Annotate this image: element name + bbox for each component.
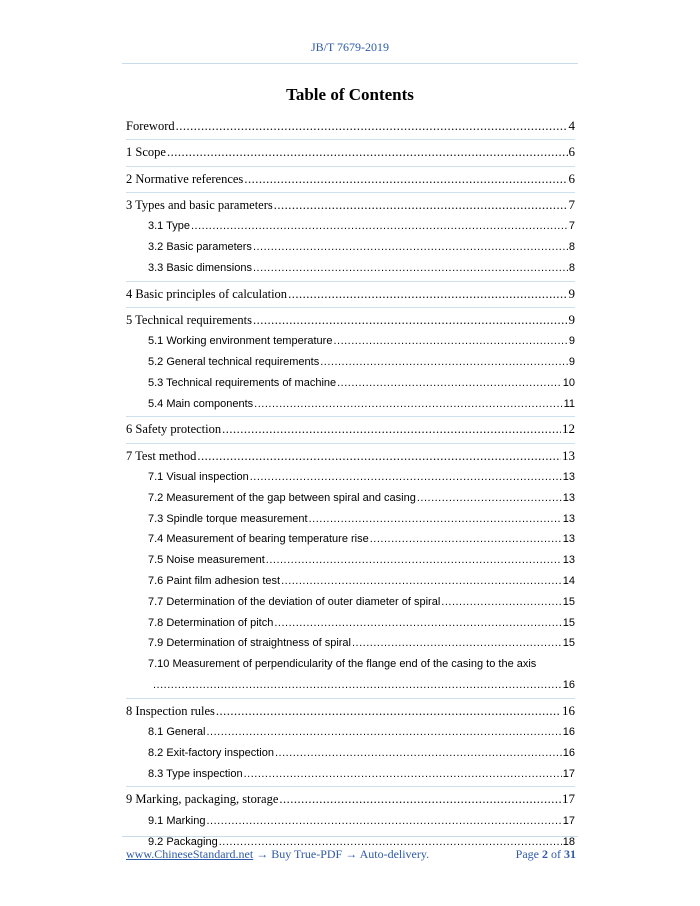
total-pages: 31 <box>564 847 576 861</box>
toc-subentry[interactable] <box>126 633 575 654</box>
toc-entry[interactable] <box>126 417 575 440</box>
website-link[interactable]: www.ChineseStandard.net <box>126 847 254 861</box>
toc-entry-label: 7.9 Determination of straightness of spiral <box>148 637 351 650</box>
toc-entry[interactable] <box>126 699 575 722</box>
toc-entry-label: 3.3 Basic dimensions <box>148 261 252 274</box>
toc-leader-dots <box>176 115 568 137</box>
toc-page-number: 6 <box>568 170 575 186</box>
toc-leader-dots <box>222 418 561 440</box>
toc-leader-dots <box>244 764 562 785</box>
toc-entry-label: 8.1 General <box>148 726 206 739</box>
toc-leader-dots <box>253 237 568 258</box>
toc-entry-label: 9.1 Marking <box>148 814 206 827</box>
toc-page-number: 13 <box>562 554 575 567</box>
toc-leader-dots <box>250 467 562 488</box>
toc-leader-dots <box>337 373 562 394</box>
toc-entry-label: 7.2 Measurement of the gap between spiral and casing <box>148 491 416 504</box>
toc-page-number: 16 <box>562 746 575 759</box>
toc-leader-dots <box>253 258 568 279</box>
current-page: 2 <box>542 847 548 861</box>
toc-subentry[interactable] <box>126 394 575 415</box>
toc-leader-dots <box>206 722 561 743</box>
toc-page-number: 8 <box>568 261 575 274</box>
toc-page-number: 9 <box>568 311 575 327</box>
toc-entry-label: 7.5 Noise measurement <box>148 554 265 567</box>
toc-page-number: 9 <box>568 285 575 301</box>
toc-leader-dots <box>320 352 568 373</box>
toc-entry-label: 5.4 Main components <box>148 397 254 410</box>
toc-subentry[interactable] <box>126 331 575 352</box>
toc-entry-label: 3 Types and basic parameters <box>126 197 273 212</box>
toc-entry-label: 6 Safety protection <box>126 422 222 437</box>
toc-entry-label: 8 Inspection rules <box>126 703 215 718</box>
toc-page-number: 17 <box>562 814 575 827</box>
toc-subentry[interactable] <box>126 352 575 373</box>
toc-page-number: 13 <box>562 491 575 504</box>
document-code-header: JB/T 7679-2019 <box>310 40 390 54</box>
toc-entry-label: 5 Technical requirements <box>126 312 252 327</box>
header-divider <box>122 63 578 64</box>
toc-page-number: 16 <box>562 726 575 739</box>
toc-leader-dots <box>370 529 562 550</box>
toc-leader-dots <box>441 592 561 613</box>
footer-divider <box>122 836 578 837</box>
toc-page-number: 7 <box>568 196 575 212</box>
toc-page-number: 7 <box>568 220 575 233</box>
footer-tagline: → Buy True-PDF → Auto-delivery. <box>253 847 430 861</box>
page-footer <box>126 847 576 862</box>
toc-entry[interactable] <box>126 282 575 305</box>
toc-subentry[interactable] <box>126 237 575 258</box>
toc-entry-label: 5.3 Technical requirements of machine <box>148 376 337 389</box>
toc-entry[interactable] <box>126 114 575 137</box>
toc-page-number: 15 <box>562 637 575 650</box>
toc-entry-label: 3.1 Type <box>148 220 190 233</box>
toc-page-number: 15 <box>562 595 575 608</box>
toc-page-number: 6 <box>568 144 575 160</box>
toc-entry-continuation[interactable] <box>148 675 575 696</box>
toc-entry-label: 1 Scope <box>126 145 166 160</box>
toc-page-number: 14 <box>562 574 575 587</box>
toc-page-number: 9 <box>568 355 575 368</box>
toc-leader-dots <box>216 700 561 722</box>
toc-subentry[interactable] <box>126 550 575 571</box>
toc-leader-dots <box>244 168 567 190</box>
toc-page-number: 4 <box>568 118 575 133</box>
toc-entry-label: 7.10 Measurement of perpendicularity of the flange end of the casing to the axis <box>148 658 537 671</box>
toc-subentry[interactable] <box>126 613 575 634</box>
toc-entry-label: 9 Marking, packaging, storage <box>126 792 279 807</box>
toc-page-number: 17 <box>562 791 575 807</box>
table-of-contents <box>126 114 575 852</box>
toc-subentry[interactable] <box>126 373 575 394</box>
toc-subentry[interactable] <box>126 811 575 832</box>
toc-page-number: 12 <box>562 421 575 437</box>
toc-entry-label: 8.3 Type inspection <box>148 767 243 780</box>
toc-entry[interactable] <box>126 444 575 467</box>
toc-leader-dots <box>309 509 562 530</box>
toc-subentry[interactable] <box>126 722 575 743</box>
toc-page-number: 13 <box>562 512 575 525</box>
toc-page-number: 11 <box>563 397 575 410</box>
toc-entry-label: 7.3 Spindle torque measurement <box>148 512 308 525</box>
toc-subentry[interactable] <box>126 743 575 764</box>
toc-page-number: 10 <box>562 376 575 389</box>
toc-entry[interactable] <box>126 140 575 163</box>
toc-page-number: 9 <box>568 335 575 348</box>
toc-leader-dots <box>274 613 561 634</box>
toc-subentry[interactable] <box>126 571 575 592</box>
page-number: Page 2 of 31 <box>515 847 576 861</box>
toc-entry-label: 9.2 Packaging <box>148 835 218 848</box>
toc-leader-dots <box>275 743 562 764</box>
toc-leader-dots <box>254 394 562 415</box>
footer-promo <box>126 847 429 862</box>
toc-leader-dots <box>279 788 561 810</box>
toc-leader-dots <box>274 194 568 216</box>
toc-leader-dots <box>266 550 562 571</box>
toc-entry[interactable] <box>126 167 575 190</box>
toc-leader-dots <box>191 216 568 237</box>
toc-subentry[interactable] <box>126 654 575 696</box>
toc-subentry[interactable] <box>126 258 575 279</box>
toc-page-number: 18 <box>562 835 575 848</box>
toc-entry-label: 4 Basic principles of calculation <box>126 286 288 301</box>
toc-entry-label: 8.2 Exit-factory inspection <box>148 746 274 759</box>
toc-entry[interactable] <box>126 787 575 810</box>
toc-subentry[interactable] <box>126 592 575 613</box>
toc-subentry[interactable] <box>126 529 575 550</box>
toc-entry-label: 7.8 Determination of pitch <box>148 616 274 629</box>
toc-entry-label: 5.2 General technical requirements <box>148 355 320 368</box>
toc-leader-dots <box>417 488 562 509</box>
toc-subentry[interactable] <box>126 467 575 488</box>
page-title: Table of Contents <box>286 85 414 104</box>
toc-entry-label: 7 Test method <box>126 448 197 463</box>
toc-entry-label: 3.2 Basic parameters <box>148 240 252 253</box>
toc-leader-dots <box>197 445 561 467</box>
toc-entry-label: Foreword <box>126 119 175 133</box>
toc-leader-dots <box>288 283 567 305</box>
toc-leader-dots <box>352 633 562 654</box>
toc-page-number: 13 <box>562 447 575 463</box>
toc-subentry[interactable] <box>126 764 575 785</box>
toc-leader-dots <box>281 571 562 592</box>
toc-leader-dots <box>167 141 568 163</box>
toc-entry[interactable] <box>126 193 575 216</box>
toc-entry-label: 7.4 Measurement of bearing temperature rise <box>148 533 369 546</box>
toc-page-number: 13 <box>562 533 575 546</box>
toc-entry-label: 7.1 Visual inspection <box>148 470 249 483</box>
toc-entry-label: 2 Normative references <box>126 171 244 186</box>
toc-page-number: 16 <box>562 678 575 691</box>
toc-leader-dots <box>253 309 568 331</box>
toc-entry-label: 7.7 Determination of the deviation of outer diameter of spiral <box>148 595 441 608</box>
toc-leader-dots <box>153 675 562 696</box>
toc-page-number: 8 <box>568 240 575 253</box>
toc-leader-dots <box>333 331 567 352</box>
toc-subentry[interactable] <box>126 509 575 530</box>
toc-entry[interactable] <box>126 308 575 331</box>
toc-page-number: 16 <box>562 702 575 718</box>
toc-page-number: 15 <box>562 616 575 629</box>
toc-subentry[interactable] <box>126 216 575 237</box>
toc-page-number: 13 <box>562 470 575 483</box>
toc-entry-label: 5.1 Working environment temperature <box>148 335 333 348</box>
toc-subentry[interactable] <box>126 488 575 509</box>
toc-entry-label: 7.6 Paint film adhesion test <box>148 574 281 587</box>
toc-leader-dots <box>206 811 561 832</box>
toc-page-number: 17 <box>562 767 575 780</box>
